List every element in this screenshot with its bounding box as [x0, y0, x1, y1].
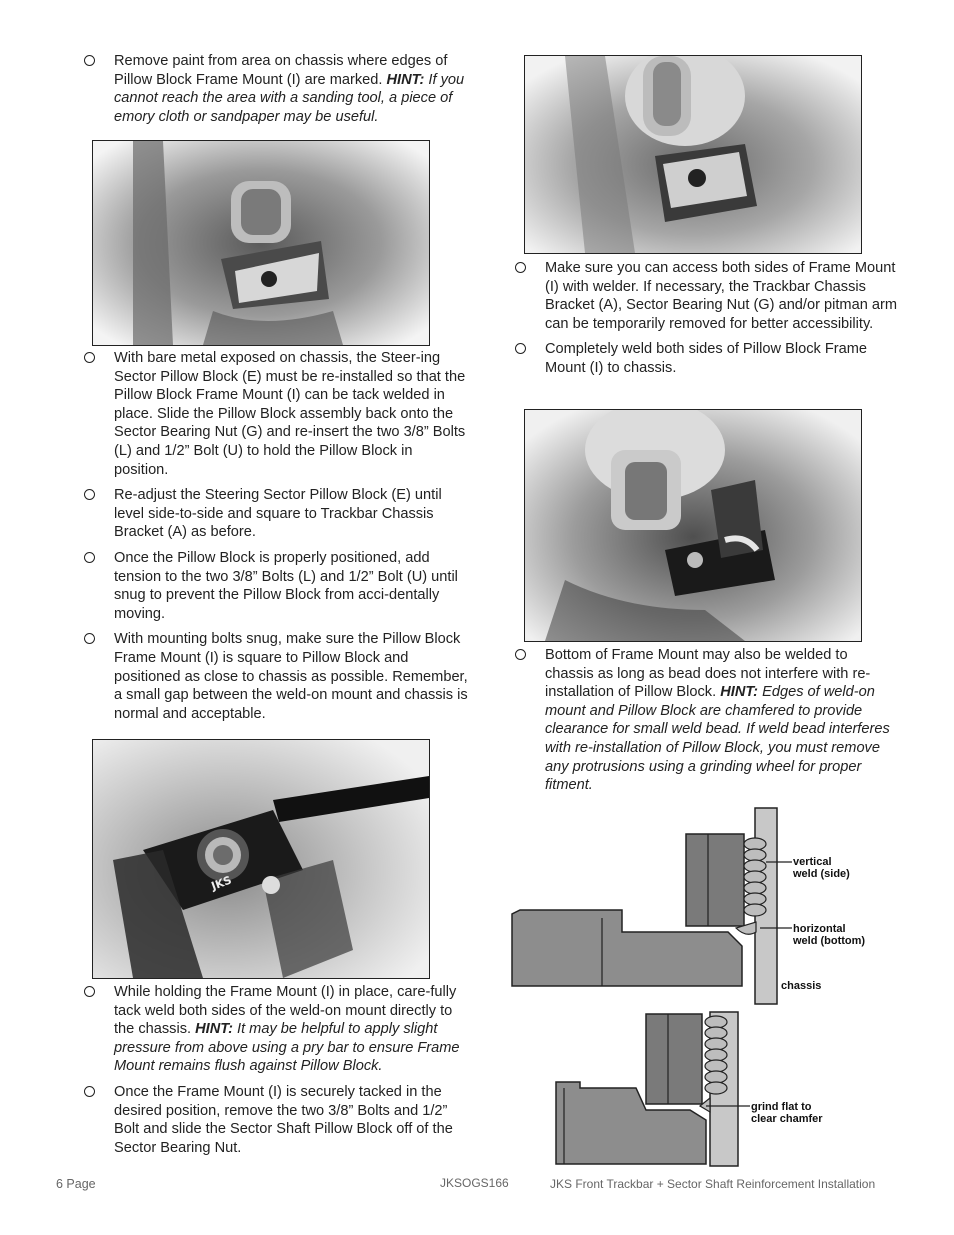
instruction-text: Make sure you can access both sides of Frame Mount (I) with welder. If necessary, the Trackbar Chassis Bracket (A), Sector Bearing Nut (G) and/or pitman arm can be temporarily removed for better accessibility. [545, 260, 897, 332]
left-column-bottom [84, 983, 468, 1157]
label-chassis: chassis [781, 980, 822, 992]
hint-label: HINT: [195, 1021, 233, 1038]
checkbox-icon [515, 343, 526, 354]
instruction-item [84, 630, 468, 723]
document-title: JKS Front Trackbar + Sector Shaft Reinforcement Installation [550, 1177, 876, 1191]
instruction-item [84, 486, 468, 542]
photo-sanded-chassis [92, 140, 430, 346]
checkbox-icon [515, 649, 526, 660]
photo-frame-mount-welded [524, 409, 862, 642]
hint-text: Edges of weld-on mount and Pillow Block are chamfered to provide clearance for small weld bead. If weld bead interferes with re-installation of Pillow Block, you must remove any protrusions using a grinding wheel for proper fitment. [545, 684, 890, 794]
page-number: 6 Page [56, 1177, 96, 1191]
hint-text: If you cannot reach the area with a sanding tool, a piece of emory cloth or sandpaper may be useful. [114, 71, 465, 125]
instruction-item [515, 259, 900, 333]
weld-diagram-top [510, 806, 910, 1006]
instruction-text: Completely weld both sides of Pillow Block Frame Mount (I) to chassis. [545, 341, 868, 376]
instruction-text: With mounting bolts snug, make sure the Pillow Block Frame Mount (I) is square to Pillow Block and positioned as close to chassis as possible. Remember, a small gap between the weld-on mount and chassis is normal and acceptable. [114, 631, 468, 722]
hint-label: HINT: [720, 684, 759, 701]
photo-frame-mount-tacked [524, 55, 862, 254]
instruction-item [84, 549, 468, 623]
label-grind-flat: grind flat to clear chamfer [751, 1101, 823, 1125]
right-column-top [515, 259, 900, 378]
instruction-item [84, 52, 468, 126]
right-column-bottom [515, 646, 900, 795]
label-vertical-weld: vertical weld (side) [793, 856, 850, 880]
weld-diagram-bottom [550, 1010, 850, 1168]
checkbox-icon [84, 552, 95, 563]
checkbox-icon [84, 352, 95, 363]
left-column [84, 52, 468, 126]
document-code: JKSOGS166 [440, 1176, 509, 1190]
hint-text: It may be helpful to apply slight pressure from above using a pry bar to ensure Frame Mount remains flush against Pillow Block. [114, 1021, 460, 1075]
instruction-text: Re-adjust the Steering Sector Pillow Block (E) until level side-to-side and square to Trackbar Chassis Bracket (A) as before. [114, 487, 442, 541]
checkbox-icon [84, 1086, 95, 1097]
label-horizontal-weld: horizontal weld (bottom) [793, 923, 866, 947]
checkbox-icon [84, 489, 95, 500]
instruction-text: Once the Pillow Block is properly positioned, add tension to the two 3/8” Bolts (L) and 1/2” Bolt (U) until snug to prevent the Pillow Block from acci-dentally moving. [114, 549, 458, 622]
checkbox-icon [515, 262, 526, 273]
photo-pry-bar-tack-weld [92, 739, 430, 979]
checkbox-icon [84, 633, 95, 644]
instruction-item [515, 646, 900, 795]
instruction-item [84, 983, 468, 1076]
instruction-text: While holding the Frame Mount (I) in place, care-fully tack weld both sides of the weld-on mount directly to the chassis. [114, 984, 457, 1038]
checkbox-icon [84, 55, 95, 66]
checkbox-icon [84, 986, 95, 997]
instruction-text: With bare metal exposed on chassis, the Steer-ing Sector Pillow Block (E) must be re-installed so that the Pillow Block Frame Mount (I) can be tack welded in place. Slide the Pillow Block assembly back onto the Sector Bearing Nut (G) and re-insert the two 3/8” Bolts (L) and 1/2” Bolt (U) to hold the Pillow Block in position. [114, 350, 466, 478]
instruction-text: Remove paint from area on chassis where edges of Pillow Block Frame Mount (I) are marked. [114, 53, 448, 88]
instruction-item [515, 340, 900, 377]
left-column-middle [84, 349, 468, 723]
jks-logo: JKS [209, 873, 234, 893]
instruction-item [84, 1083, 468, 1157]
instruction-item [84, 349, 468, 479]
instruction-text: Bottom of Frame Mount may also be welded to chassis as long as bead does not interfere with re-installation of Pillow Block. [545, 647, 871, 701]
instruction-text: Once the Frame Mount (I) is securely tacked in the desired position, remove the two 3/8” Bolts and 1/2” Bolt and slide the Sector Shaft Pillow Block off of the Sector Bearing Nut. [114, 1083, 453, 1156]
hint-label: HINT: [386, 71, 425, 88]
